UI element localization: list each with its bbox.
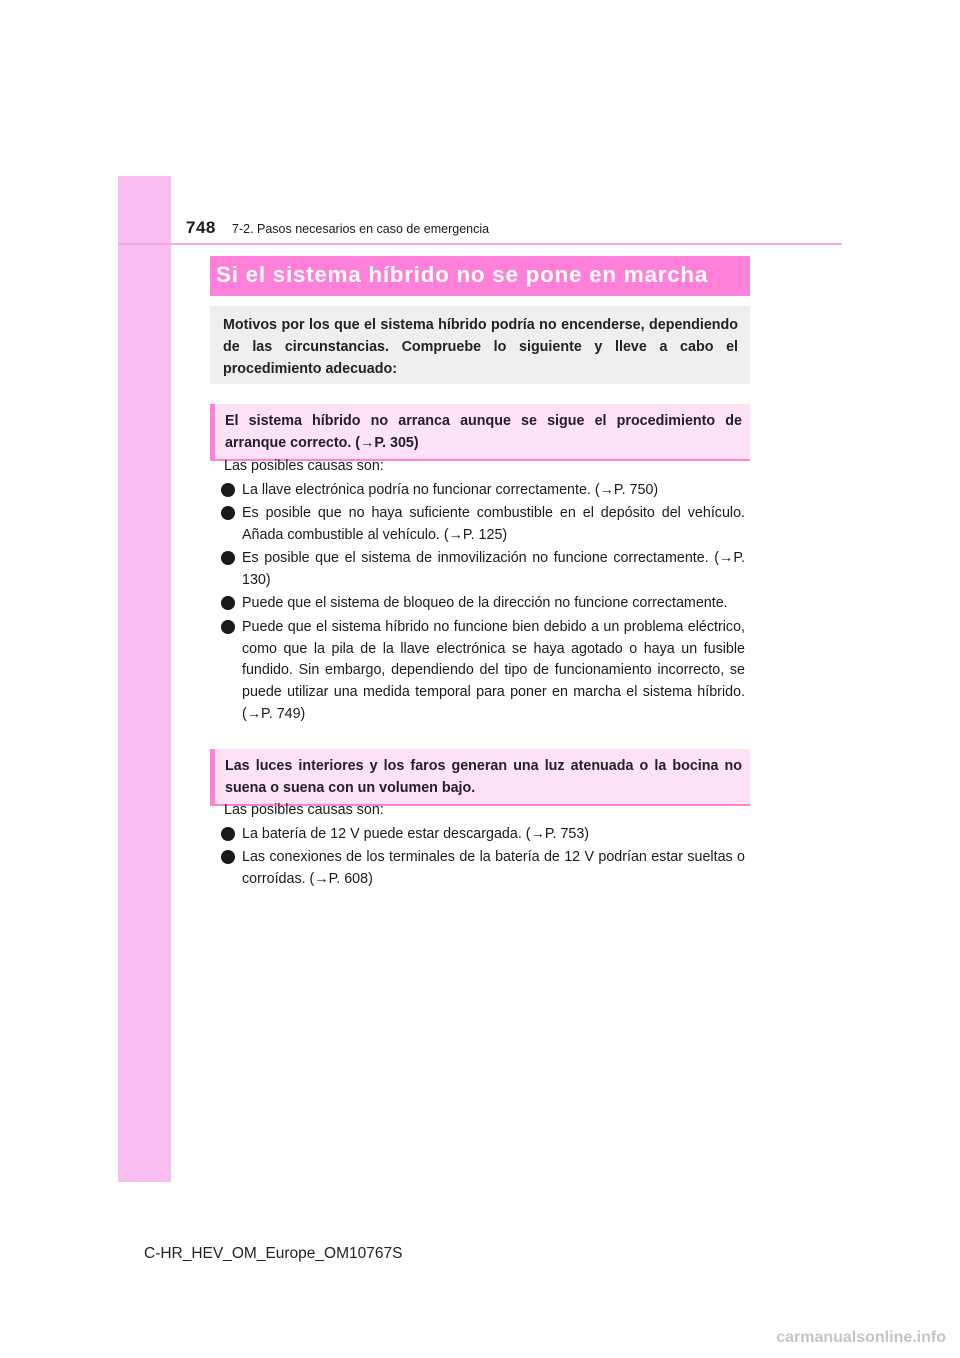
causes-list-2 [218, 824, 745, 892]
header-rule [118, 243, 842, 245]
side-strip [118, 176, 171, 1182]
bullet-icon [221, 483, 235, 497]
list-item: La llave electrónica podría no funcionar correctamente. (→P. 750) [218, 480, 745, 502]
bullet-icon [221, 596, 235, 610]
bullet-icon [221, 620, 235, 634]
subsection-heading-1: El sistema híbrido no arranca aunque se sigue el procedimiento de arranque correcto. (→P. 305) [210, 404, 750, 461]
list-item: Las conexiones de los terminales de la batería de 12 V podrían estar sueltas o corroídas. (→P. 608) [218, 847, 745, 891]
list-item: Puede que el sistema híbrido no funcione bien debido a un problema eléctrico, como que la pila de la llave electrónica se haya agotado o haya un fusible fundido. Sin embargo, dependiendo del tipo de funcionamiento incorrecto, se puede utilizar una medida temporal para poner en marcha el sistema híbrido. (→P. 749) [218, 617, 745, 726]
bullet-icon [221, 551, 235, 565]
intro-text: Motivos por los que el sistema híbrido podría no encenderse, dependiendo de las circunstancias. Compruebe lo siguiente y lleve a cabo el procedimiento adecuado: [223, 317, 738, 377]
list-item: Puede que el sistema de bloqueo de la dirección no funcione correctamente. [218, 593, 745, 615]
bullet-icon [221, 506, 235, 520]
page-number: 748 [186, 218, 216, 237]
intro-box [210, 306, 750, 384]
bullet-icon [221, 850, 235, 864]
list-item: Es posible que no haya suficiente combustible en el depósito del vehículo. Añada combustible al vehículo. (→P. 125) [218, 503, 745, 547]
causes-label-1: Las posibles causas son: [224, 458, 384, 474]
causes-list-1 [218, 480, 745, 727]
chapter-title: 7-2. Pasos necesarios en caso de emergencia [232, 222, 490, 236]
bullet-icon [221, 827, 235, 841]
watermark: carmanualsonline.info [776, 1329, 946, 1346]
list-item: La batería de 12 V puede estar descargada. (→P. 753) [218, 824, 745, 846]
footer-doc-code: C-HR_HEV_OM_Europe_OM10767S [144, 1245, 403, 1262]
section-title: Si el sistema híbrido no se pone en marcha [210, 256, 750, 296]
list-item: Es posible que el sistema de inmovilización no funcione correctamente. (→P. 130) [218, 548, 745, 592]
causes-label-2: Las posibles causas son: [224, 802, 384, 818]
subsection-heading-2: Las luces interiores y los faros generan una luz atenuada o la bocina no suena o suena con un volumen bajo. [210, 749, 750, 806]
